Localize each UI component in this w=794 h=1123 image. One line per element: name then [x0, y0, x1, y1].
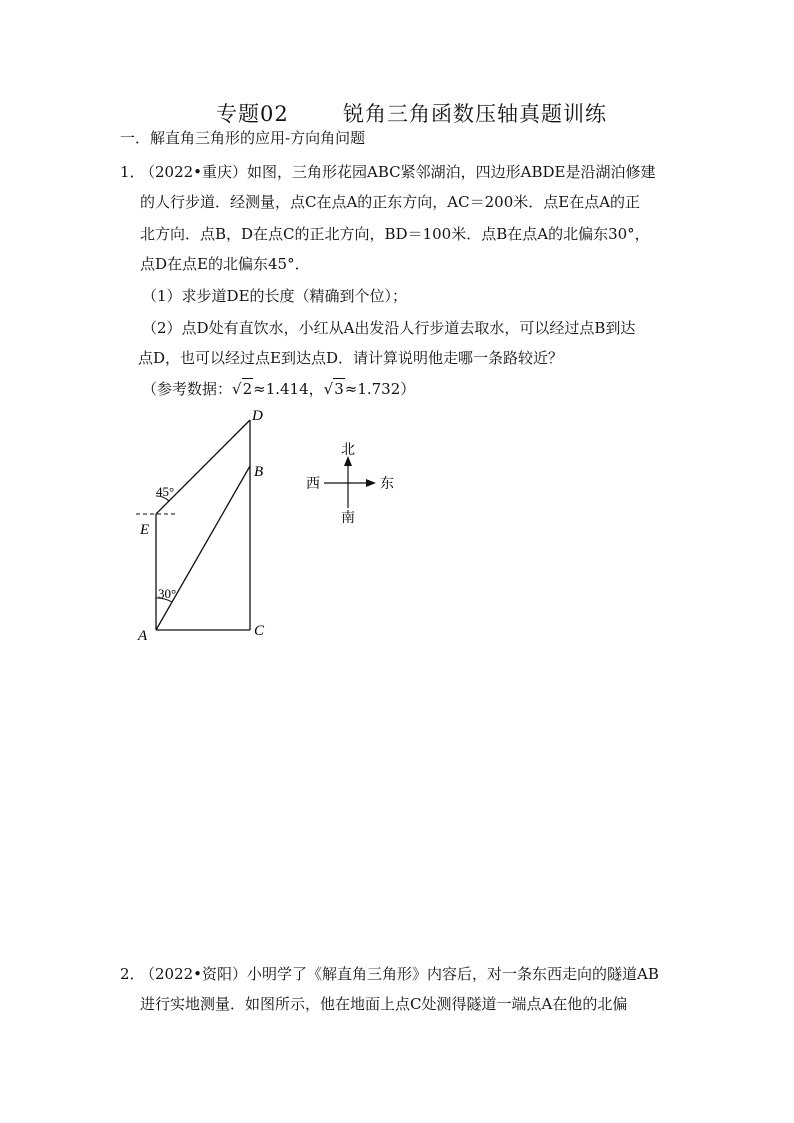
sqrt2-symbol: √: [232, 380, 242, 398]
problem1-question-2-line-1: （2）点D处有直饮水，小红从A出发沿人行步道去取水，可以经过点B到达: [142, 319, 636, 337]
label-E: E: [140, 522, 150, 538]
problem1-number: 1．: [120, 163, 145, 181]
compass-north: 北: [341, 443, 355, 458]
compass-east-arrow-icon: [366, 479, 376, 487]
reference-prefix: （参考数据：: [142, 380, 233, 398]
section-heading: 一．解直角三角形的应用-方向角问题: [120, 129, 366, 147]
sqrt3-radicand: 3: [334, 380, 344, 398]
problem2-number: 2．: [120, 965, 145, 983]
problem2-line-1: （2022•资阳）小明学了《解直角三角形》内容后，对一条东西走向的隧道AB: [140, 965, 659, 983]
sqrt3-value: ≈1.732）: [344, 380, 416, 398]
problem2-line-2: 进行实地测量．如图所示，他在地面上点C处测得隧道一端点A在他的北偏: [140, 995, 628, 1013]
segment-ED: [156, 420, 250, 514]
compass-west: 西: [306, 477, 320, 492]
problem1-line-3: 北方向．点B，D在点C的正北方向，BD＝100米．点B在点A的北偏东30°，: [140, 225, 650, 243]
page-title: 锐角三角函数压轴真题训练: [343, 102, 607, 126]
label-B: B: [254, 464, 264, 480]
label-A: A: [138, 628, 148, 644]
compass-south: 南: [341, 511, 355, 526]
problem1-line-2: 的人行步道．经测量，点C在点A的正东方向，AC＝200米．点E在点A的正: [140, 193, 641, 211]
reference-data: [142, 378, 415, 399]
angle-label-45: 45°: [156, 484, 175, 499]
label-D: D: [252, 408, 263, 424]
problem1-question-1: （1）求步道DE的长度（精确到个位）；: [142, 287, 408, 305]
problem1-line-4: 点D在点E的北偏东45°．: [140, 255, 310, 273]
title-code: 专题02: [216, 102, 289, 126]
geometry-figure: [130, 400, 430, 650]
sqrt2-radicand: 2: [242, 380, 253, 398]
label-C: C: [254, 623, 265, 639]
problem1-question-2-line-2: 点D，也可以经过点E到达点D．请计算说明他走哪一条路较近？: [138, 349, 564, 367]
sqrt2-value: ≈1.414，: [253, 380, 324, 398]
problem1-line-1: （2022•重庆）如图，三角形花园ABC紧邻湖泊，四边形ABDE是沿湖泊修建: [140, 163, 656, 181]
compass-east: 东: [380, 477, 394, 492]
sqrt3-symbol: √: [323, 380, 334, 398]
angle-label-30: 30°: [158, 586, 177, 601]
